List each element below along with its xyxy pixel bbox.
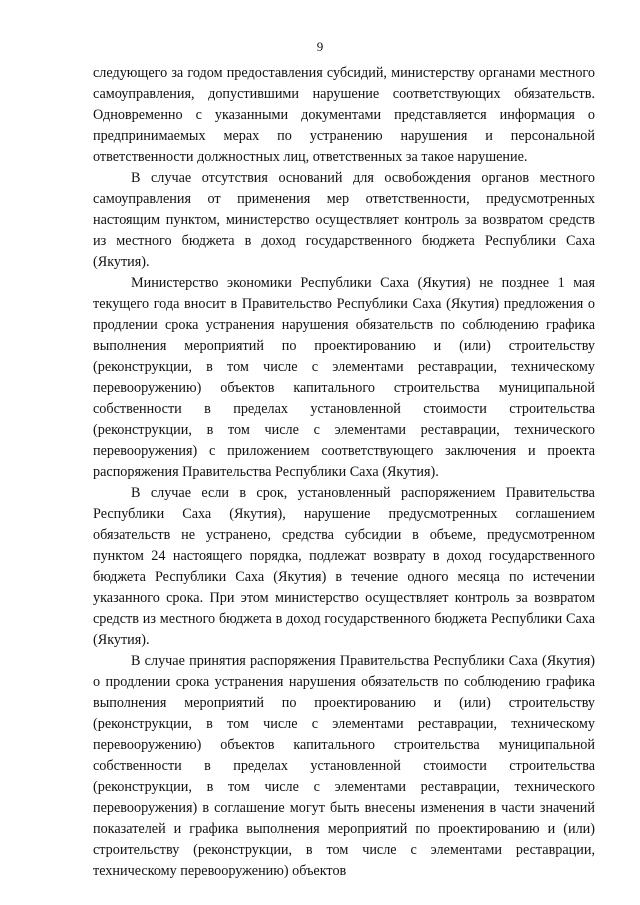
- paragraph-4: В случае если в срок, установленный распоряжением Правительства Республики Саха (Якутия), нарушение предусмотренных соглашением обязательств не устранено, средства субсидии в объеме, предусмотренном пунктом 24 настоящего порядка, подлежат возврату в доход государственного бюджета Республики Саха (Якутия) в течение одного месяца по истечении указанного срока. При этом министерство осуществляет контроль за возвратом средств из местного бюджета в доход государственного бюджета Республики Саха (Якутия).: [93, 485, 595, 648]
- document-body: [93, 63, 595, 882]
- page-number: 9: [316, 39, 324, 54]
- paragraph-1: следующего за годом предоставления субсидий, министерству органами местного самоуправления, допустившими нарушение соответствующих обязательств. Одновременно с указанными документами представляется информация о предпринимаемых мерах по устранению нарушения и персональной ответственности должностных лиц, ответственных за такое нарушение.: [93, 65, 595, 165]
- paragraph-5: В случае принятия распоряжения Правительства Республики Саха (Якутия) о продлении срока устранения нарушения обязательств по соблюдению графика выполнения мероприятий по проектированию и (или) строительству (реконструкции, в том числе с элементами реставрации, техническому перевооружению) объектов капитального строительства муниципальной собственности в пределах установленной стоимости строительства (реконструкции, в том числе с элементами реставрации, технического перевооружения) в соглашение могут быть внесены изменения в части значений показателей и графика выполнения мероприятий по проектированию и (или) строительству (реконструкции, в том числе с элементами реставрации, техническому перевооружению) объектов: [93, 653, 595, 879]
- paragraph-2: В случае отсутствия оснований для освобождения органов местного самоуправления от применения мер ответственности, предусмотренных настоящим пунктом, министерство осуществляет контроль за возвратом средств из местного бюджета в доход государственного бюджета Республики Саха (Якутия).: [93, 170, 595, 270]
- paragraph-3: Министерство экономики Республики Саха (Якутия) не позднее 1 мая текущего года вносит в Правительство Республики Саха (Якутия) предложения о продлении срока устранения нарушения обязательств по соблюдению графика выполнения мероприятий по проектированию и (или) строительству (реконструкции, в том числе с элементами реставрации, техническому перевооружению) объектов капитального строительства муниципальной собственности в пределах установленной стоимости строительства (реконструкции, в том числе с элементами реставрации, технического перевооружения) с приложением соответствующего заключения и проекта распоряжения Правительства Республики Саха (Якутия).: [93, 275, 595, 480]
